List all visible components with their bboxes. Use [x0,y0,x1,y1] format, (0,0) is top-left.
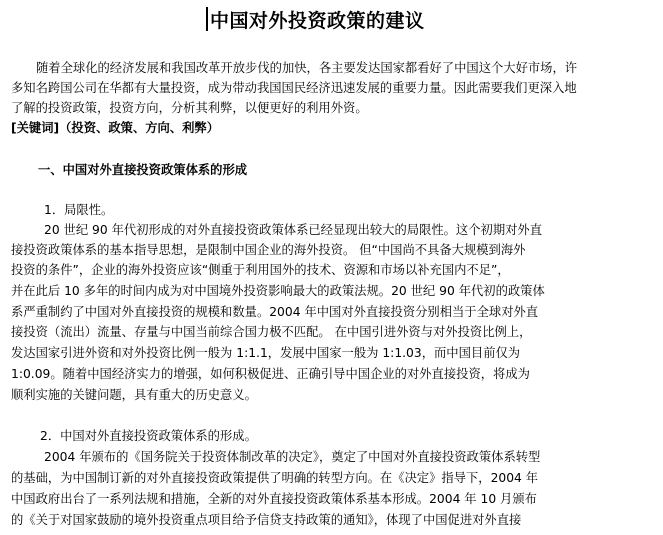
sub1-line-1: 20 世纪 90 年代初形成的对外直接投资政策体系已经显现出较大的局限性。这个初期对外直 [44,223,543,237]
sub1-line-3: 投资的条件”，企业的海外投资应该“侧重于利用国外的技术、资源和市场以补充国内不足”， [11,263,510,277]
title-area [206,6,425,32]
subsection1-heading: 1．局限性。 [44,203,114,217]
sub2-line-4: 的《关于对国家鼓励的境外投资重点项目给予信贷支持政策的通知》，体现了中国促进对外直接 [11,513,522,527]
keywords-line: [关键词]（投资、政策、方向、利弊） [11,121,219,135]
sub1-line-2: 接投资政策体系的基本指导思想，是限制中国企业的海外投资。 但“中国尚不具备大规模到海外 [11,243,526,257]
subsection2-heading: 2．中国对外直接投资政策体系的形成。 [40,429,257,443]
abstract-line-2: 多知名跨国公司在华都有大量投资，成为带动我国国民经济迅速发展的重要力量。因此需要我们更深入地 [11,81,577,95]
sub2-line-3: 中国政府出台了一系列法规和措施，全新的对外直接投资政策体系基本形成。2004 年 10 月颁布 [11,492,537,506]
text-cursor [206,7,208,31]
sub1-line-5: 系严重制约了中国对外直接投资的规模和数量。2004 年中国对外直接投资分别相当于全球对外直 [11,305,539,319]
section1-heading: 一、中国对外直接投资政策体系的形成 [38,163,248,177]
abstract-line-1: 随着全球化的经济发展和我国改革开放步伐的加快，各主要发达国家都看好了中国这个大好市场，许 [36,61,578,75]
sub1-line-6: 接投资（流出）流量、存量与中国当前综合国力极不匹配。 在中国引进外资与对外投资比例上， [11,325,532,339]
sub1-line-7: 发达国家引进外资和对外投资比例一般为 1:1.1，发展中国家一般为 1:1.03，而中国目前仅为 [11,346,521,360]
sub1-line-8: 1:0.09。随着中国经济实力的增强，如何积极促进、正确引导中国企业的对外直接投资，将成为 [11,367,530,381]
sub2-line-2: 的基础，为中国制订新的对外直接投资政策提供了明确的转型方向。在《决定》指导下，2004 年 [11,471,539,485]
sub2-line-1: 2004 年颁布的《国务院关于投资体制改革的决定》，奠定了中国对外直接投资政策体系转型 [44,450,541,464]
document-title: 中国对外投资政策的建议 [210,9,425,32]
sub1-line-9: 顺利实施的关键问题，具有重大的历史意义。 [11,388,257,402]
sub1-line-4: 并在此后 10 多年的时间内成为对中国境外投资影响最大的政策法规。20 世纪 90 年代初的政策体 [11,284,545,298]
abstract-line-3: 了解的投资政策，投资方向，分析其利弊，以便更好的利用外资。 [11,101,368,115]
